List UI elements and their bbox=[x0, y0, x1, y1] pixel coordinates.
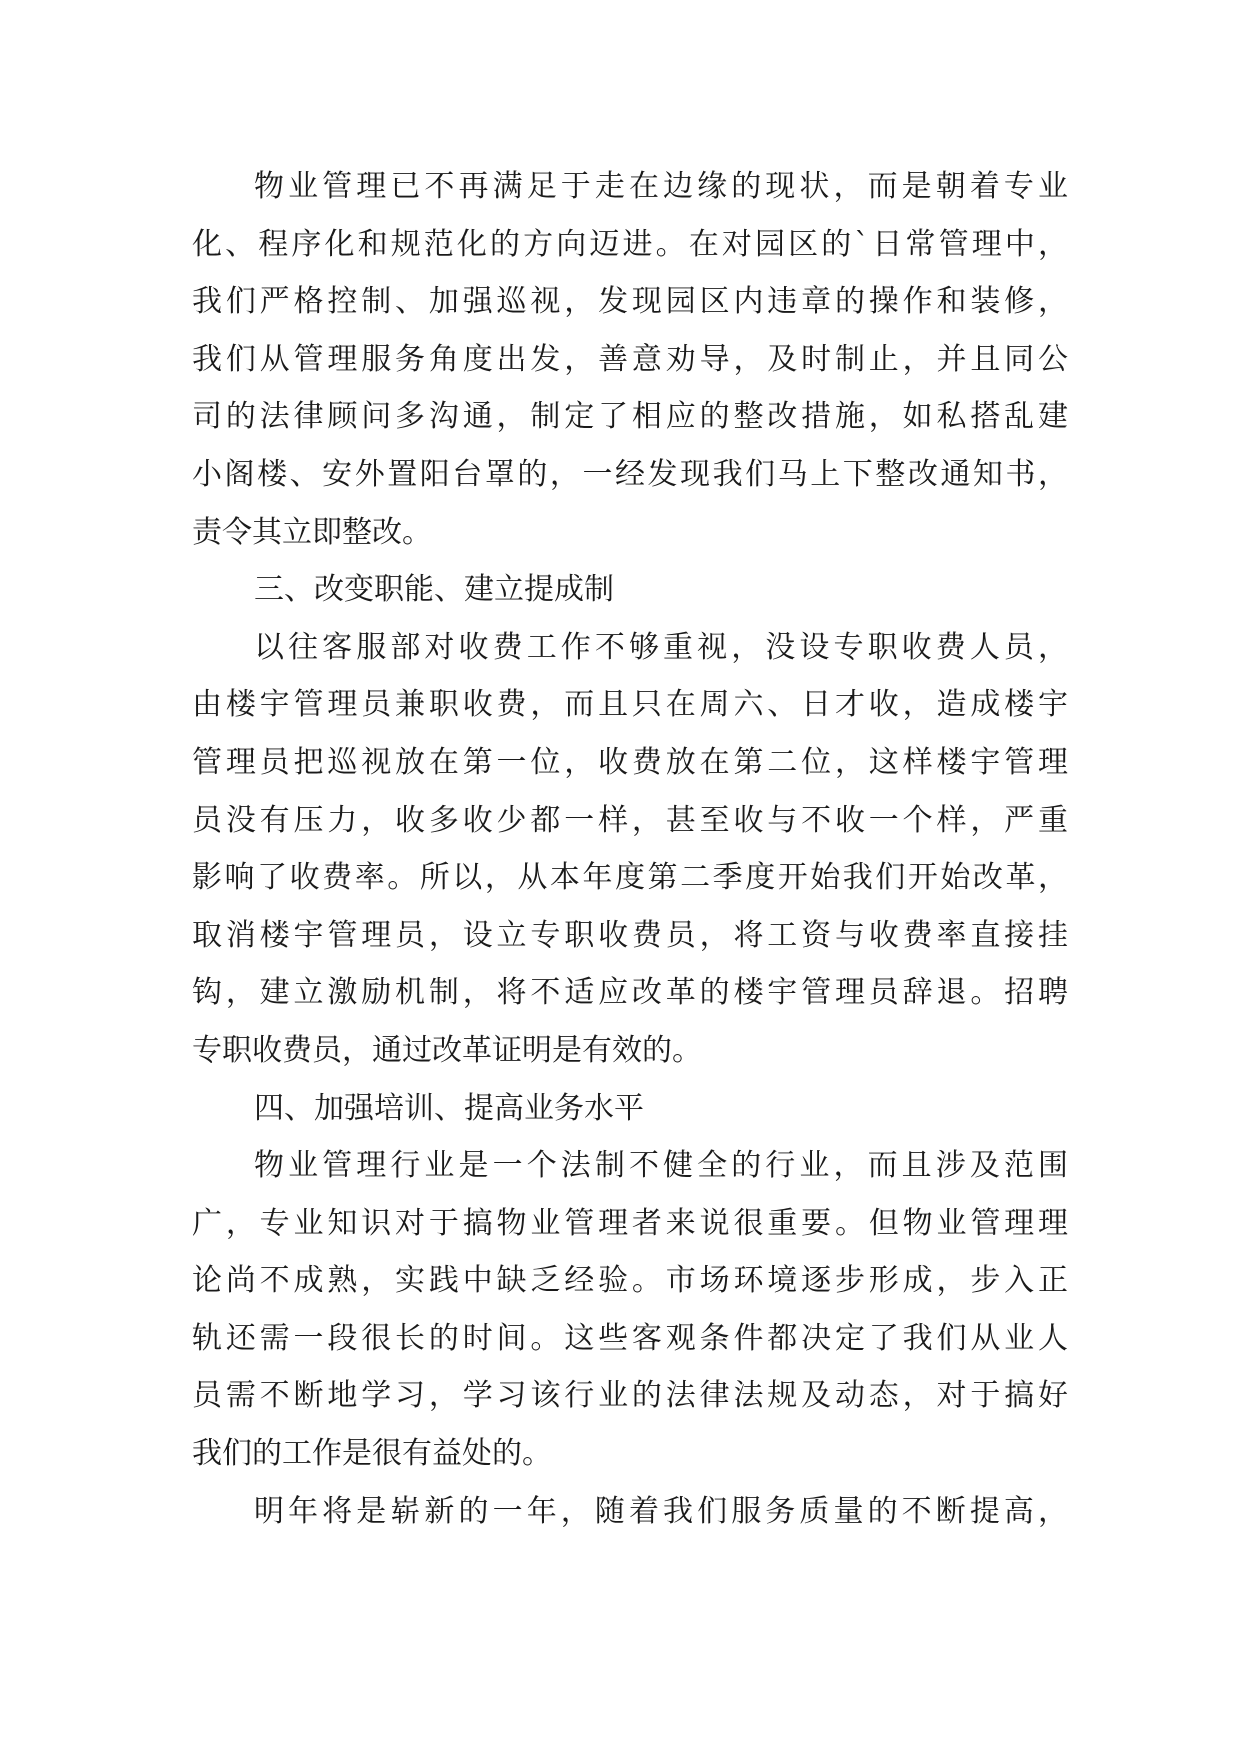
text-line: 以往客服部对收费工作不够重视，没设专职收费人员， bbox=[254, 629, 1068, 665]
text-line: 管理员把巡视放在第一位，收费放在第二位，这样楼宇管理 bbox=[192, 744, 1068, 780]
text-line: 员没有压力，收多收少都一样，甚至收与不收一个样，严重 bbox=[192, 802, 1068, 838]
text-line: 物业管理行业是一个法制不健全的行业，而且涉及范围 bbox=[254, 1148, 1068, 1184]
text-line: 我们从管理服务角度出发，善意劝导，及时制止，并且同公 bbox=[192, 341, 1068, 377]
text-line: 三、改变职能、建立提成制 bbox=[254, 572, 614, 608]
text-line: 取消楼宇管理员，设立专职收费员，将工资与收费率直接挂 bbox=[192, 917, 1068, 953]
text-line: 员需不断地学习，学习该行业的法律法规及动态，对于搞好 bbox=[192, 1378, 1068, 1414]
text-line: 物业管理已不再满足于走在边缘的现状，而是朝着专业 bbox=[254, 169, 1068, 204]
text-line: 由楼宇管理员兼职收费，而且只在周六、日才收，造成楼宇 bbox=[192, 687, 1068, 723]
text-line: 我们严格控制、加强巡视，发现园区内违章的操作和装修， bbox=[192, 284, 1068, 320]
text-line: 影响了收费率。所以，从本年度第二季度开始我们开始改革， bbox=[192, 860, 1068, 896]
text-line: 论尚不成熟，实践中缺乏经验。市场环境逐步形成，步入正 bbox=[192, 1263, 1068, 1299]
document-body bbox=[192, 158, 1068, 1540]
text-line: 小阁楼、安外置阳台罩的，一经发现我们马上下整改通知书， bbox=[192, 456, 1068, 492]
text-line: 司的法律顾问多沟通，制定了相应的整改措施，如私搭乱建 bbox=[192, 399, 1068, 435]
text-line: 专职收费员，通过改革证明是有效的。 bbox=[192, 1032, 702, 1068]
text-line: 广，专业知识对于搞物业管理者来说很重要。但物业管理理 bbox=[192, 1205, 1068, 1241]
text-line: 我们的工作是很有益处的。 bbox=[192, 1436, 552, 1472]
text-line: 化、程序化和规范化的方向迈进。在对园区的`日常管理中， bbox=[192, 226, 1068, 262]
text-line: 四、加强培训、提高业务水平 bbox=[254, 1090, 644, 1126]
text-line: 明年将是崭新的一年，随着我们服务质量的不断提高， bbox=[254, 1493, 1068, 1529]
text-line: 责令其立即整改。 bbox=[192, 514, 432, 550]
text-line: 钩，建立激励机制，将不适应改革的楼宇管理员辞退。招聘 bbox=[192, 975, 1068, 1011]
text-line: 轨还需一段很长的时间。这些客观条件都决定了我们从业人 bbox=[192, 1320, 1068, 1356]
